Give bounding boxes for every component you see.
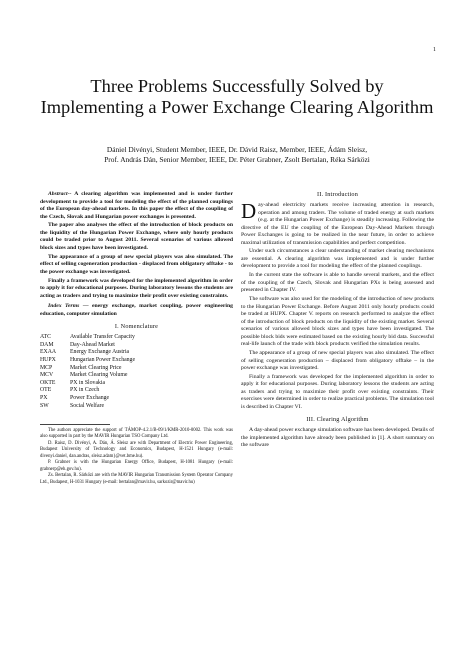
nomenclature-desc: Hungarian Power Exchange	[70, 356, 136, 363]
nomenclature-desc: Market Clearing Price	[70, 364, 122, 371]
nomenclature-desc: PX in Slovakia	[70, 379, 106, 386]
right-column	[241, 191, 434, 451]
intro-paragraph: The appearance of a group of new special players was also simulated. The effect of selling cogeneration production – displaced from obligatory offtake – in the power exchange was investigated.	[241, 350, 434, 372]
drop-cap: D	[241, 199, 257, 223]
nomenclature-table	[40, 334, 233, 410]
nomenclature-desc: Energy Exchange Austria	[70, 349, 130, 356]
footnote-divider	[40, 424, 110, 425]
clearing-paragraph: A day-ahead power exchange simulation software has been developed. Details of the implemented algorithm have already been published in [1]. A short summary on the software	[241, 427, 434, 449]
abstract-paragraph: Finally a framework was developed for the implemented algorithm in order to apply it for educational purposes. During laboratory lessons the students are acting as traders and trying to maximize their profit over existing constraints.	[40, 277, 233, 299]
nomenclature-row	[40, 380, 233, 388]
nomenclature-desc: Power Exchange	[70, 394, 110, 401]
author-list	[40, 145, 434, 165]
nomenclature-abbr: DAM	[40, 341, 54, 348]
section-heading-introduction: II. Introduction	[316, 191, 358, 198]
left-column	[40, 191, 233, 486]
intro-paragraph: Under such circumstances a clear understanding of market clearing mechanisms are essential. A clearing algorithm was implemented and is under further development to provide a tool for modeling the effect of the planned couplings.	[241, 248, 434, 270]
section-heading-clearing-algorithm: III. Clearing Algorithm	[306, 416, 369, 424]
intro-first-paragraph	[241, 199, 434, 247]
footnote: The authors appreciate the support of TÁMOP-4.2.1/B-09/1/KMR-2010-0002. This work was also supported in part by the MAVIR Hungarian TSO Company Ltd.	[40, 428, 233, 440]
nomenclature-row	[40, 365, 233, 373]
nomenclature-row	[40, 357, 233, 365]
nomenclature-desc: Market Clearing Volume	[70, 372, 128, 379]
nomenclature-row	[40, 349, 233, 357]
nomenclature-abbr: HUPX	[40, 356, 56, 363]
index-terms-label: Index Terms	[48, 303, 80, 310]
nomenclature-desc: Available Transfer Capacity	[70, 334, 135, 341]
footnote: Zs. Bertalan, R. Sárközi are with the MAVIR Hungarian Transmission System Operator Company Ltd., Budapest, H-1031 Hungary (e-mail: bertalan@mavir.hu, sarkozir@mavir.hu)	[40, 473, 233, 485]
index-terms-text: — energy exchange, market coupling, power engineering education, computer simulation	[40, 303, 233, 317]
abstract-paragraph: The paper also analyses the effect of the introduction of block products on the liquidity of the Hungarian Power Exchange, where only hourly products could be traded prior to August 2011. Several scenarios of various allowed block sizes and types have been investigated.	[40, 222, 233, 251]
nomenclature-row	[40, 403, 233, 411]
nomenclature-row	[40, 334, 233, 342]
nomenclature-abbr: OTE	[40, 387, 52, 394]
author-line-2: Prof. András Dán, Senior Member, IEEE, Dr. Péter Grabner, Zsolt Bertalan, Réka Sárközi	[104, 155, 370, 164]
intro-paragraph: Finally a framework was developed for the implemented algorithm in order to apply it for educational purposes. During laboratory lessons the students are acting as traders and trying to maximize their profit over existing constraints. Their exercises were determined in order to realize practical problems. The simulation tool is described in Chapter VI.	[241, 373, 434, 410]
intro-paragraph: The software was also used for the modeling of the introduction of new products to the Hungarian Power Exchange. Before August 2011 only hourly products could be traded at HUPX. Chapter V. reports on research performed to analyze the effect of the introduction of block products on the liquidity of the existing market. Several scenarios of various allowed block sizes and types have been investigated. The possible block bids were estimated based on the existing hourly bid data. Successful real-life launch of the trade with block products verified the simulation results.	[241, 296, 434, 348]
nomenclature-desc: Day-Ahead Market	[70, 341, 115, 348]
nomenclature-abbr: PX	[40, 394, 48, 401]
nomenclature-desc: Social Welfare	[70, 402, 105, 409]
nomenclature-row	[40, 342, 233, 350]
author-line-1: Dániel Divényi, Student Member, IEEE, Dr. Dávid Raisz, Member, IEEE, Ádám Sleisz,	[106, 145, 368, 154]
nomenclature-abbr: SW	[40, 402, 49, 409]
index-terms	[40, 303, 233, 318]
nomenclature-abbr: MCV	[40, 372, 54, 379]
abstract-text: -- A clearing algorithm was implemented and is under further development to provide a tool for modeling the effect of the planned couplings of the European day-ahead markets. In this paper the effect of the coupling of the Czech, Slovak and Hungarian power exchanges is presented.	[40, 191, 233, 220]
nomenclature-desc: PX in Czech	[70, 387, 100, 394]
abstract-paragraph	[40, 191, 233, 221]
nomenclature-abbr: EXAA	[40, 349, 57, 356]
abstract-paragraph: The appearance of a group of new special players was also simulated. The effect of selling cogeneration production - displaced from obligatory offtake - to the power exchange was investigated.	[40, 253, 233, 275]
nomenclature-abbr: OKTE	[40, 379, 56, 386]
abstract-label: Abstract	[48, 191, 68, 197]
nomenclature-row	[40, 395, 233, 403]
footnote: D. Raisz, D. Divényi, A. Dán, Á. Sleisz are with Department of Electric Power Engineering, Budapest University of Technology and Economics, Budapest, H-1521 Hungary (e-mail: divenyi.daniel, dan.andras, sleisz.adam}@vet.bme.hu).	[40, 441, 233, 459]
nomenclature-row	[40, 372, 233, 380]
nomenclature-row	[40, 387, 233, 395]
intro-first-text: ay-ahead electricity markets receive increasing attention in research, operation and among traders. The volume of traded energy at such markets (e.g. at the Hungarian Power Exchange) is steadily increasing. Following the directive of the EU the coupling of the European Day-Ahead Markets through Power Exchanges is going to be realized in the near future, in order to achieve maximal utilization of transmission capabilities and perfect competition.	[241, 202, 434, 246]
paper-title: Three Problems Successfully Solved by Implementing a Power Exchange Clearing Algorithm	[40, 76, 434, 117]
intro-paragraph: In the current state the software is able to handle several markets, and the effect of the coupling of the Czech, Slovak and Hungarian PXs is being assessed and presented in Chapter IV.	[241, 272, 434, 294]
nomenclature-abbr: ATC	[40, 334, 51, 341]
footnote: P. Grabner is with the Hungarian Energy Office, Budapest, H-1081 Hungary (e-mail: grabnerp@eh.gov.hu).	[40, 460, 233, 472]
nomenclature-abbr: MCP	[40, 364, 53, 371]
section-heading-nomenclature: I. Nomenclature	[114, 323, 159, 331]
page-number: 1	[433, 47, 436, 53]
